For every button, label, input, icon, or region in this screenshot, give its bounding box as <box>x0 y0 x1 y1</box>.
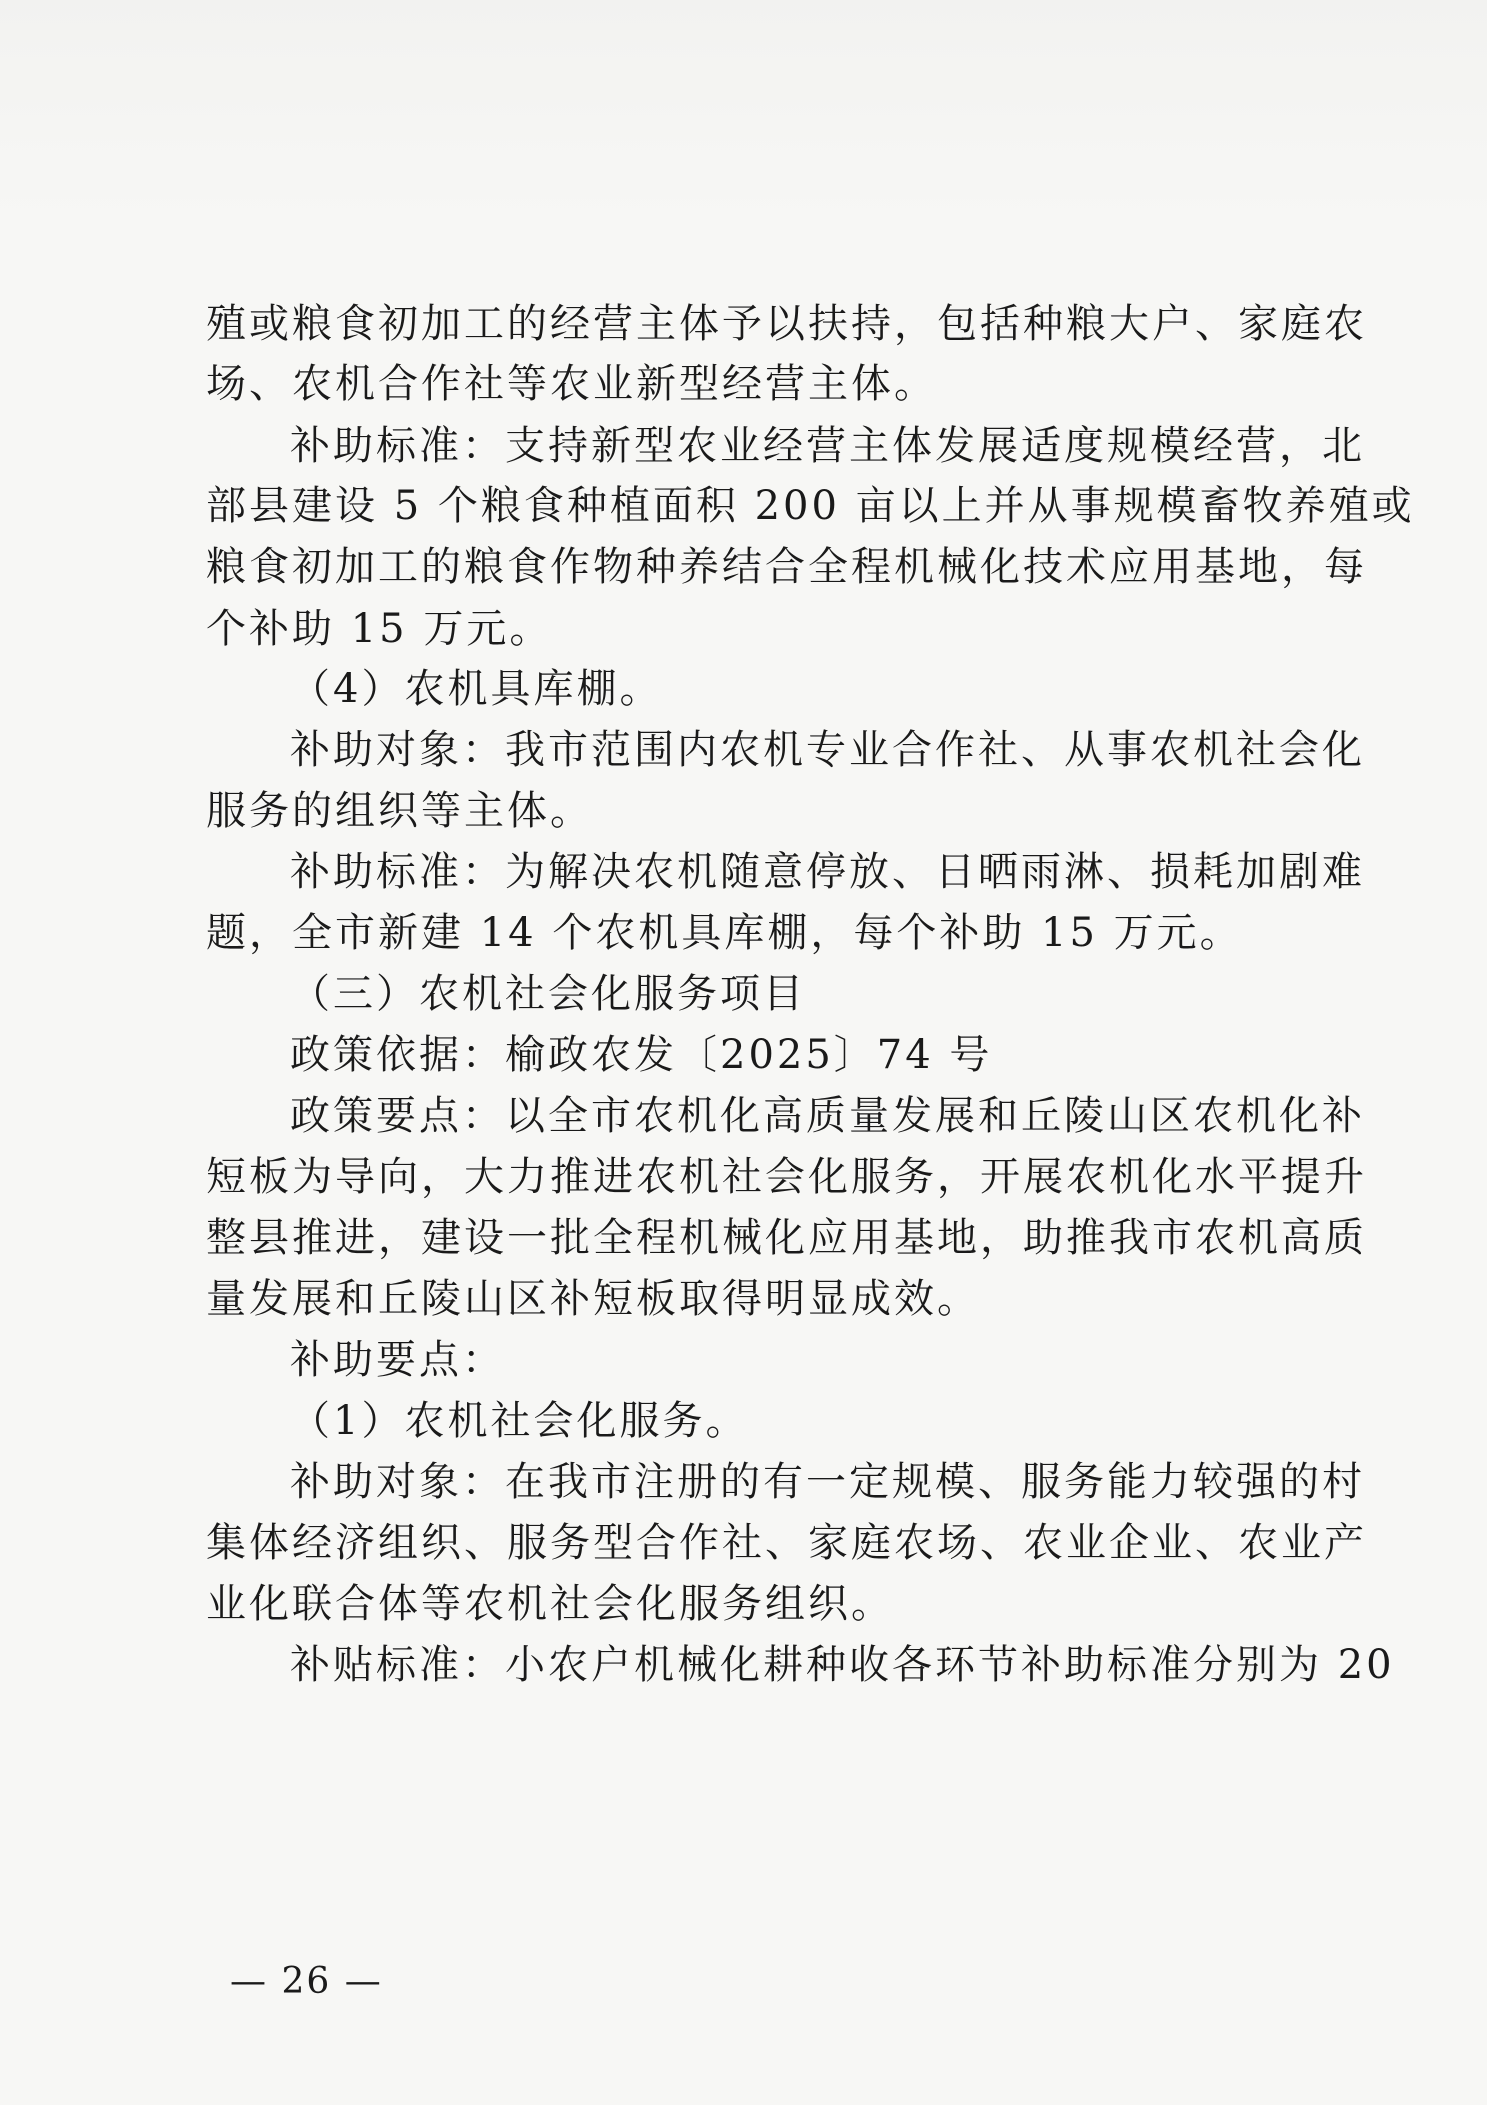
text-line: 业化联合体等农机社会化服务组织。 <box>206 1581 894 1627</box>
text-line: 整县推进，建设一批全程机械化应用基地，助推我市农机高质 <box>206 1215 1367 1261</box>
text-line: 集体经济组织、服务型合作社、家庭农场、农业企业、农业产 <box>206 1520 1367 1566</box>
text-line: 补助要点： <box>290 1337 505 1383</box>
section-heading: （1）农机社会化服务。 <box>290 1398 749 1444</box>
text-line: 补贴标准：小农户机械化耕种收各环节补助标准分别为 20 <box>290 1642 1395 1688</box>
text-line: 粮食初加工的粮食作物种养结合全程机械化技术应用基地，每 <box>206 544 1367 590</box>
section-heading: （三）农机社会化服务项目 <box>290 971 806 1017</box>
text-line: 政策要点：以全市农机化高质量发展和丘陵山区农机化补 <box>290 1093 1365 1139</box>
text-line: 个补助 15 万元。 <box>206 606 553 652</box>
text-line: 政策依据：榆政农发〔2025〕74 号 <box>290 1032 993 1078</box>
text-line: 题，全市新建 14 个农机具库棚，每个补助 15 万元。 <box>206 910 1243 956</box>
text-line: 殖或粮食初加工的经营主体予以扶持，包括种粮大户、家庭农 <box>206 301 1367 347</box>
text-line: 场、农机合作社等农业新型经营主体。 <box>206 361 937 407</box>
page-number: — 26 — <box>230 1961 383 2002</box>
text-line: 补助对象：我市范围内农机专业合作社、从事农机社会化 <box>290 727 1365 773</box>
text-line: 补助标准：为解决农机随意停放、日晒雨淋、损耗加剧难 <box>290 849 1365 895</box>
text-line: 服务的组织等主体。 <box>206 788 593 834</box>
text-line: 部县建设 5 个粮食种植面积 200 亩以上并从事规模畜牧养殖或 <box>206 483 1415 529</box>
text-line: 补助对象：在我市注册的有一定规模、服务能力较强的村 <box>290 1459 1365 1505</box>
text-line: 量发展和丘陵山区补短板取得明显成效。 <box>206 1276 980 1322</box>
text-line: 短板为导向，大力推进农机社会化服务，开展农机化水平提升 <box>206 1154 1367 1200</box>
scan-header-artifact <box>0 0 1487 220</box>
section-heading: （4）农机具库棚。 <box>290 666 663 712</box>
text-line: 补助标准：支持新型农业经营主体发展适度规模经营，北 <box>290 423 1365 469</box>
